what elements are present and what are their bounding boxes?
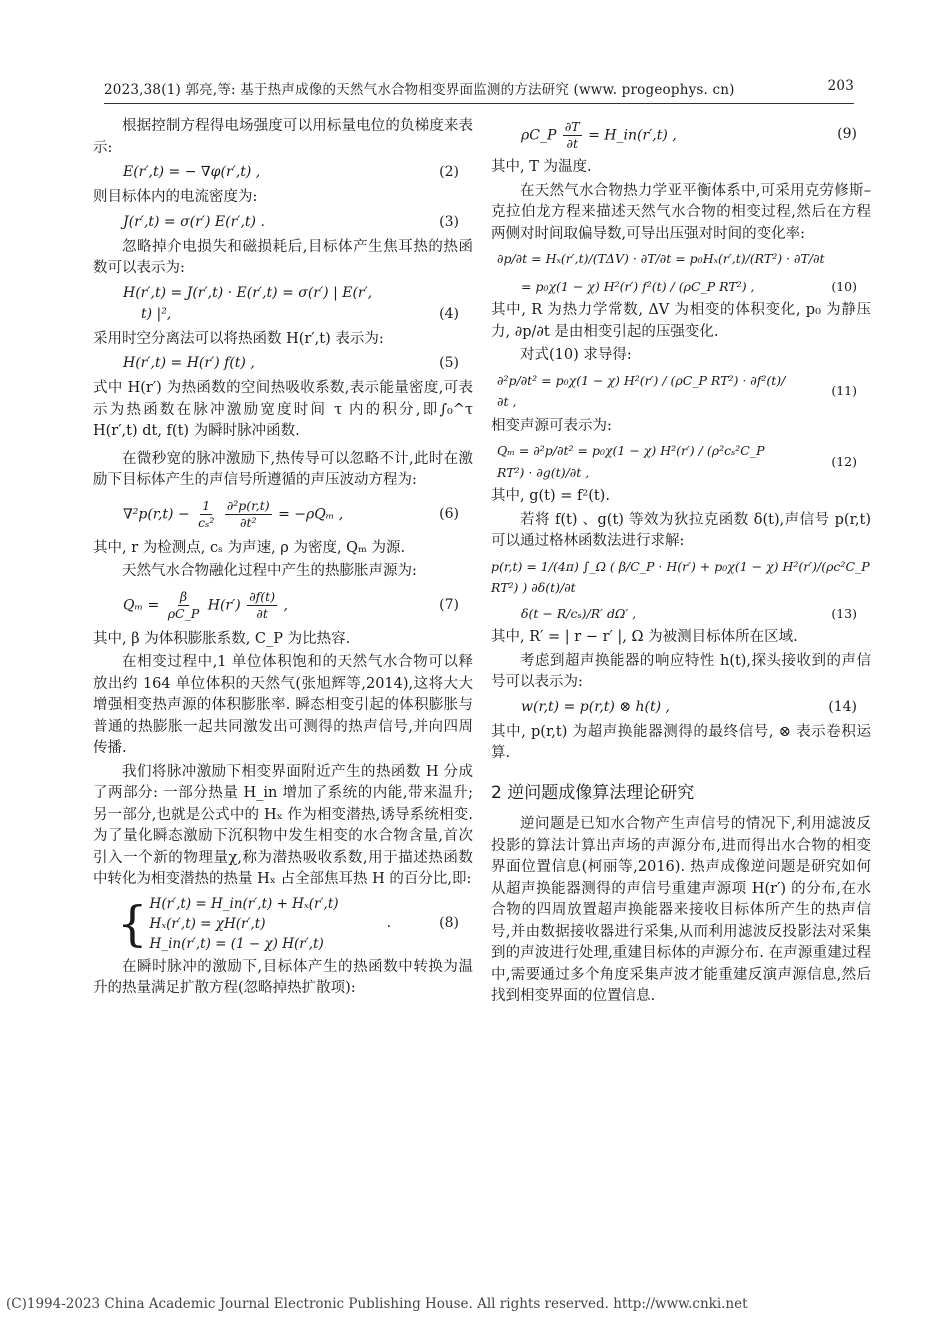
- equation-6: ∇²p(r,t) − $\frac{1}{\text{cₛ²}}$ $\frac{\text{∂²p(r,t)}}{\text{∂t²}}$ = −ρQₘ , (6): [123, 498, 459, 530]
- running-header: [104, 78, 854, 100]
- page-number: 203: [827, 78, 854, 94]
- paragraph: 采用时空分离法可以将热函数 H(r′,t) 表示为:: [93, 330, 384, 347]
- paragraph: 其中, R 为热力学常数, ΔV 为相变的体积变化, p₀ 为静压力, ∂p/∂t 是由相变引起的压强变化.: [491, 302, 871, 340]
- paragraph: 相变声源可表示为:: [491, 417, 612, 434]
- equation-11: ∂²p/∂t² = p₀χ(1 − χ) H²(r′) / (ρC_P RT²) · ∂f²(t)/∂t , (11): [497, 372, 857, 409]
- paragraph: 考虑到超声换能器的响应特性 h(t),探头接收到的声信号可以表示为:: [491, 652, 871, 690]
- equation-3: J(r′,t) = σ(r′) E(r′,t) . (3): [123, 213, 459, 230]
- paragraph: 式中 H(r′) 为热函数的空间热吸收系数,表示能量密度,可表示为热函数在脉冲激励宽度时间 τ 内的积分,即∫₀^τ H(r′,t) dt, f(t) 为瞬时脉冲函数.: [93, 380, 473, 439]
- paragraph: 对式(10) 求导得:: [520, 347, 632, 363]
- paragraph: 在相变过程中,1 单位体积饱和的天然气水合物可以释放出约 164 单位体积的天然气(张旭辉等,2014),这将大大增强相变热声源的体积膨胀率. 瞬态相变引起的体积膨胀与普通的热膨胀一起共同激发出可测得的热声信号,并向四周传播.: [93, 654, 473, 756]
- paragraph: 其中, R′ = | r − r′ |, Ω 为被测目标体所在区域.: [491, 629, 798, 645]
- paragraph: 在天然气水合物热力学亚平衡体系中,可采用克劳修斯–克拉伯龙方程来描述天然气水合物的相变过程,然后在方程两侧对时间取偏导数,可导出压强对时间的变化率:: [491, 182, 871, 242]
- equation-8: { H(r′,t) = H_in(r′,t) + Hₓ(r′,t) Hₓ(r′,t) = χH(r′,t) H_in(r′,t) = (1 − χ) H(r′,t) . (8): [117, 895, 459, 952]
- paragraph: 若将 f(t) 、g(t) 等效为狄拉克函数 δ(t),声信号 p(r,t) 可以通过格林函数法进行求解:: [491, 511, 871, 549]
- header-rule: [104, 103, 854, 104]
- paragraph: 天然气水合物融化过程中产生的热膨胀声源为:: [122, 563, 417, 579]
- paragraph: 其中, r 为检测点, cₛ 为声速, ρ 为密度, Qₘ 为源.: [93, 539, 406, 556]
- left-column: [93, 116, 473, 1002]
- equation-13: p(r,t) = 1/(4π) ∫_Ω ( β/C_P · H(r′) + p₀χ(1 − χ) H²(r′)/(ρc²C_P RT²) ) ∂δ(t)/∂t δ(t − R/cₛ)/R′ dΩ′ , (13): [491, 558, 870, 621]
- copyright-footer: (C)1994-2023 China Academic Journal Electronic Publishing House. All rights reserved. http://www.cnki.net: [6, 1296, 748, 1312]
- equation-5: H(r′,t) = H(r′) f(t) , (5): [123, 355, 459, 372]
- paragraph: 逆问题是已知水合物产生声信号的情况下,利用滤波反投影的算法计算出声场的声源分布,进而得出水合物的相变界面位置信息(柯丽等,2016). 热声成像逆问题是研究如何从超声换能器测得的声信号重建声源项 H(r′) 的分布,在水合物的四周放置超声换能器来接收目标体所产生的热声信号,并由数据接收器进行采集,从而利用滤波反投影法对采集到的声波进行处理,重建目标体的声源分布. 在声源重建过程中,需要通过多个角度采集声波才能重建反演声源信息,然后找到相变界面的位置信息.: [491, 816, 871, 1004]
- equation-9: ρC_P $\frac{\partial T}{\partial t}$ = H_in(r′,t) , (9): [521, 118, 857, 151]
- paragraph: 根据控制方程得电场强度可以用标量电位的负梯度来表示:: [93, 118, 473, 156]
- paragraph: 则目标体内的电流密度为:: [93, 189, 258, 205]
- equation-2: E(r′,t) = − ∇φ(r′,t) , (2): [123, 164, 459, 181]
- header-citation: 2023,38(1) 郭亮,等: 基于热声成像的天然气水合物相变界面监测的方法研究 (www. progeophys. cn): [104, 82, 735, 98]
- equation-7: Qₘ = $\frac{\beta}{\rho C\_P}$ H(r′) $\frac{\partial f(t)}{\partial t}$ , (7): [123, 589, 459, 621]
- paragraph: 在瞬时脉冲的激励下,目标体产生的热函数中转换为温升的热量满足扩散方程(忽略掉热扩散项):: [93, 958, 473, 996]
- equation-4: H(r′,t) = J(r′,t) · E(r′,t) = σ(r′) | E(r′, t) |², (4): [123, 284, 459, 322]
- paragraph: 其中, g(t) = f²(t).: [491, 488, 610, 504]
- section-heading: 2 逆问题成像算法理论研究: [491, 782, 695, 803]
- paragraph: 忽略掉介电损失和磁损耗后,目标体产生焦耳热的热函数可以表示为:: [93, 238, 473, 276]
- paragraph: 我们将脉冲激励下相变界面附近产生的热函数 H 分成了两部分: 一部分热量 H_in 增加了系统的内能,带来温升; 另一部分,也就是公式中的 Hₓ 作为相变潜热,诱导系统相变. 为了量化瞬态激励下沉积物中发生相变的水合物含量,首次引入一个新的物理量χ,称为潜热吸收系数,用于描述热函数中转化为相变潜热的热量 Hₓ 占全部焦耳热 H 的百分比,即:: [93, 763, 473, 887]
- equation-14: w(r,t) = p(r,t) ⊗ h(t) , (14): [521, 698, 857, 715]
- equation-12: Qₘ = ∂²p/∂t² = p₀χ(1 − χ) H²(r′) / (ρ²cₛ²C_P RT²) · ∂g(t)/∂t , (12): [497, 443, 857, 480]
- right-column: [491, 116, 871, 1010]
- paragraph: 其中, T 为温度.: [491, 159, 592, 175]
- paragraph: 其中, β 为体积膨胀系数, C_P 为比热容.: [93, 630, 351, 647]
- equation-10: ∂p/∂t = Hₓ(r′,t)/(TΔV) · ∂T/∂t = p₀Hₓ(r′,t)/(RT²) · ∂T/∂t = p₀χ(1 − χ) H²(r′) f²(t) / (ρC_P RT²) , (10): [497, 251, 857, 294]
- paragraph: 其中, p(r,t) 为超声换能器测得的最终信号, ⊗ 表示卷积运算.: [491, 723, 871, 761]
- paragraph: 在微秒宽的脉冲激励下,热传导可以忽略不计,此时在激励下目标体产生的声信号所遵循的声压波动方程为:: [93, 450, 473, 488]
